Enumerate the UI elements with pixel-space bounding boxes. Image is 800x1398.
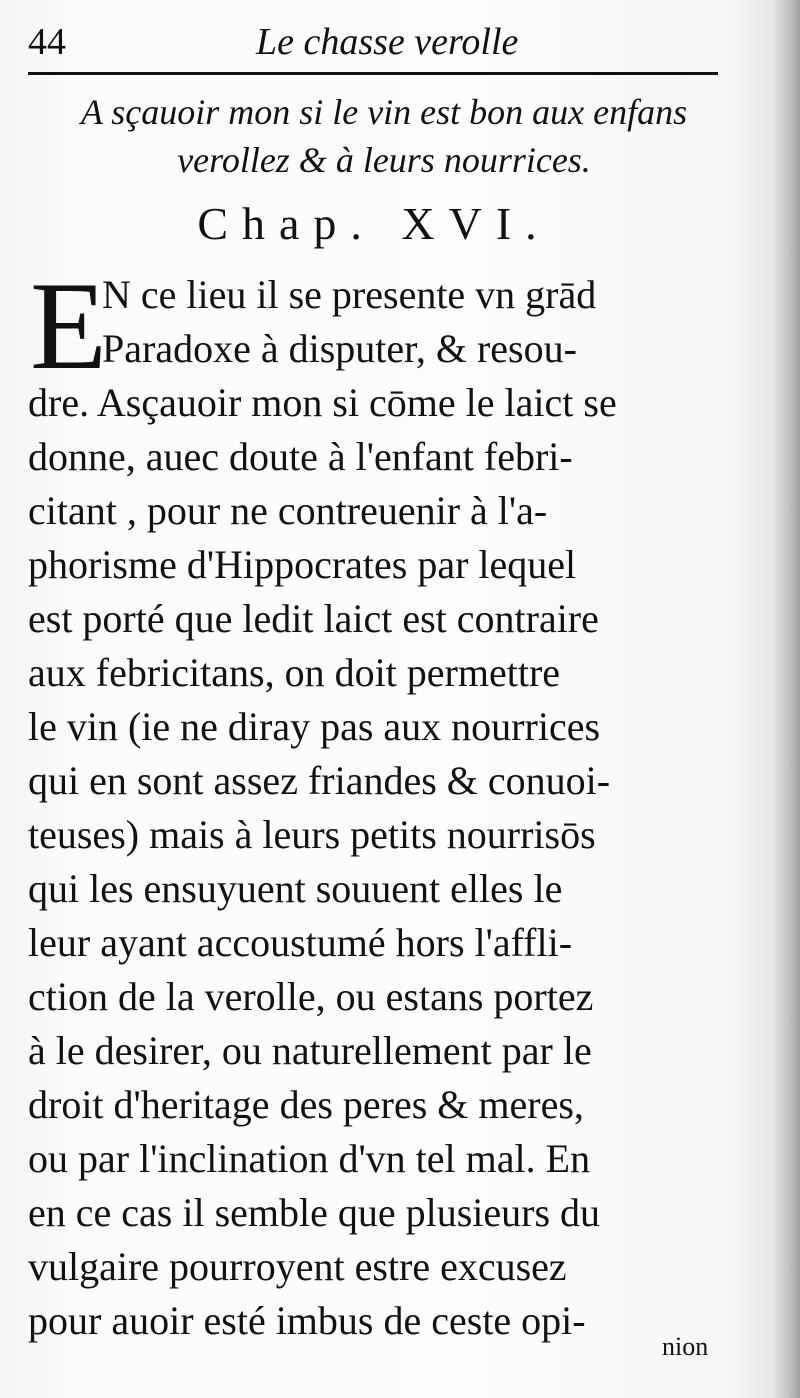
text-line: est porté que ledit laict est contraire: [28, 596, 599, 641]
text-line: pour auoir esté imbus de ceste opi-: [28, 1298, 586, 1343]
header-rule: [28, 72, 718, 75]
text-line: en ce cas il semble que plusieurs du: [28, 1190, 601, 1235]
text-line: donne, auec doute à l'enfant febri-: [28, 434, 573, 479]
text-line: N ce lieu il se presente vn grād: [102, 272, 597, 317]
text-line: dre. Asçauoir mon si cōme le laict se: [28, 380, 617, 425]
text-line: leur ayant accoustumé hors l'affli-: [28, 920, 573, 965]
chapter-title: [24, 88, 744, 184]
running-head: [28, 18, 728, 68]
chapter-title-line: verollez & à leurs nourrices.: [177, 140, 591, 180]
text-line: ction de la verolle, ou estans portez: [28, 974, 594, 1019]
page-edge-shadow: [772, 0, 800, 1398]
text-line: qui les ensuyuent souuent elles le: [28, 866, 563, 911]
running-title: Le chasse verolle: [256, 21, 519, 63]
chapter-number: Chap. XVI.: [197, 198, 551, 249]
chapter-title-line: A sçauoir mon si le vin est bon aux enfans: [80, 92, 688, 132]
catchword: nion: [662, 1332, 709, 1361]
page-number: 44: [28, 21, 66, 63]
text-line: vulgaire pourroyent estre excusez: [28, 1244, 567, 1289]
text-line: teuses) mais à leurs petits nourrisōs: [28, 812, 596, 857]
drop-cap: E: [30, 257, 107, 396]
text-line: citant , pour ne contreuenir à l'a-: [28, 488, 548, 533]
text-line: Paradoxe à disputer, & resou-: [102, 326, 577, 371]
text-line: droit d'heritage des peres & meres,: [28, 1082, 584, 1127]
text-line: le vin (ie ne diray pas aux nourrices: [28, 704, 601, 749]
text-line: ou par l'inclination d'vn tel mal. En: [28, 1136, 591, 1181]
text-line: aux febricitans, on doit permettre: [28, 650, 561, 695]
text-line: phorisme d'Hippocrates par lequel: [28, 542, 577, 587]
text-line: qui en sont assez friandes & conuoi-: [28, 758, 611, 803]
text-line: à le desirer, ou naturellement par le: [28, 1028, 592, 1073]
